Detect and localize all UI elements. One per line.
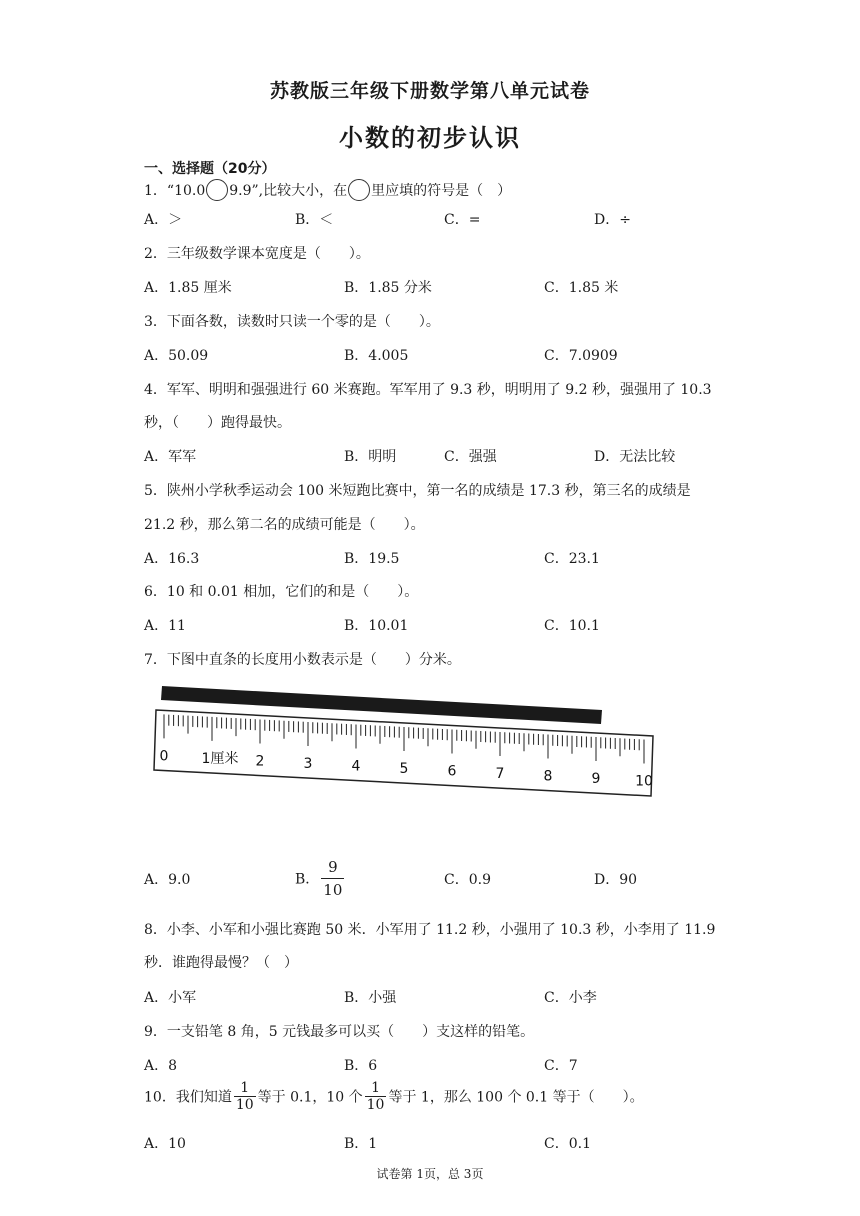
q10-option-b[interactable]: B．1	[344, 1136, 378, 1152]
q9-option-a[interactable]: A．8	[144, 1058, 178, 1074]
question-2: 2．三年级数学课本宽度是（ ）。	[144, 246, 370, 262]
ruler-label: 6	[447, 763, 457, 780]
question-5-line-1: 5．陕州小学秋季运动会 100 米短跑比赛中，第一名的成绩是 17.3 秒，第三名的成绩是	[144, 483, 691, 499]
ruler-label: 7	[495, 765, 505, 782]
fraction: $\frac{9}{10}$	[323, 858, 343, 899]
question-10: 10．我们知道 $\frac{1}{10}$ 等于 0.1，10 个 $\frac{1}{10}$ 等于 1，那么 100 个 0.1 等于（ ）。	[144, 1080, 644, 1113]
q5-option-c[interactable]: C．23.1	[544, 551, 600, 567]
q4-option-d[interactable]: D．无法比较	[594, 449, 676, 465]
question-4-line-1: 4．军军、明明和强强进行 60 米赛跑。军军用了 9.3 秒，明明用了 9.2 秒，强强用了 10.3	[144, 382, 712, 398]
q10-option-a[interactable]: A．10	[144, 1136, 186, 1152]
q8-option-a[interactable]: A．小军	[144, 990, 197, 1006]
q7-option-d[interactable]: D．90	[594, 872, 638, 888]
q6-option-a[interactable]: A．11	[144, 618, 186, 634]
ruler-label: 1厘米	[201, 750, 239, 767]
question-7: 7．下图中直条的长度用小数表示是（ ）分米。	[144, 652, 461, 668]
ruler-label: 10	[635, 773, 653, 790]
q3-option-b[interactable]: B．4.005	[344, 348, 409, 364]
blank-circle-icon	[206, 179, 228, 201]
question-8-line-2: 秒．谁跑得最慢？（ ）	[144, 955, 298, 971]
blank-circle-icon	[348, 179, 370, 201]
ruler-figure	[148, 680, 658, 800]
q1-option-c[interactable]: C．=	[444, 212, 481, 228]
q9-option-c[interactable]: C．7	[544, 1058, 578, 1074]
question-6: 6．10 和 0.01 相加，它们的和是（ ）。	[144, 584, 419, 600]
q6-option-b[interactable]: B．10.01	[344, 618, 409, 634]
ruler-label: 3	[303, 755, 313, 772]
q7-option-b[interactable]: B． $\frac{9}{10}$	[295, 858, 343, 899]
exam-subtitle: 小数的初步认识	[339, 124, 521, 152]
q7-option-a[interactable]: A．9.0	[144, 872, 191, 888]
exam-title: 苏教版三年级下册数学第八单元试卷	[269, 80, 590, 102]
q1-option-d[interactable]: D．÷	[594, 212, 631, 228]
fraction: $\frac{1}{10}$	[366, 1080, 385, 1113]
question-4-line-2: 秒，（ ）跑得最快。	[144, 415, 291, 431]
q1-option-a[interactable]: A．＞	[144, 212, 183, 228]
question-9: 9．一支铅笔 8 角，5 元钱最多可以买（ ）支这样的铅笔。	[144, 1024, 535, 1040]
q9-option-b[interactable]: B．6	[344, 1058, 378, 1074]
q2-option-a[interactable]: A．1.85 厘米	[144, 280, 232, 296]
question-1: 1．“10.0 9.9”,比较大小，在 里应填的符号是（ ）	[144, 180, 511, 202]
q8-option-b[interactable]: B．小强	[344, 990, 397, 1006]
q5-option-a[interactable]: A．16.3	[144, 551, 200, 567]
q10-option-c[interactable]: C．0.1	[544, 1136, 591, 1152]
q4-option-b[interactable]: B．明明	[344, 449, 397, 465]
q3-option-c[interactable]: C．7.0909	[544, 348, 618, 364]
ruler-label: 0	[159, 748, 169, 765]
q5-option-b[interactable]: B．19.5	[344, 551, 400, 567]
section-heading: 一、选择题（20分）	[144, 161, 276, 177]
question-3: 3．下面各数，读数时只读一个零的是（ ）。	[144, 314, 440, 330]
page-footer: 试卷第 1页，总 3页	[376, 1167, 484, 1181]
q7-option-c[interactable]: C．0.9	[444, 872, 491, 888]
question-5-line-2: 21.2 秒，那么第二名的成绩可能是（ ）。	[144, 517, 425, 533]
q4-option-a[interactable]: A．军军	[144, 449, 197, 465]
ruler-label: 8	[543, 768, 553, 785]
q4-option-c[interactable]: C．强强	[444, 449, 497, 465]
ruler-label: 2	[255, 753, 265, 770]
ruler-label: 4	[351, 758, 361, 775]
ruler-label: 9	[591, 771, 601, 788]
q2-option-c[interactable]: C．1.85 米	[544, 280, 619, 296]
ruler-label: 5	[399, 760, 409, 777]
q3-option-a[interactable]: A．50.09	[144, 348, 209, 364]
q8-option-c[interactable]: C．小李	[544, 990, 597, 1006]
question-8-line-1: 8．小李、小军和小强比赛跑 50 米．小军用了 11.2 秒，小强用了 10.3 秒，小李用了 11.9	[144, 922, 716, 938]
fraction: $\frac{1}{10}$	[235, 1080, 254, 1113]
q2-option-b[interactable]: B．1.85 分米	[344, 280, 432, 296]
q1-option-b[interactable]: B．＜	[295, 212, 334, 228]
q6-option-c[interactable]: C．10.1	[544, 618, 600, 634]
